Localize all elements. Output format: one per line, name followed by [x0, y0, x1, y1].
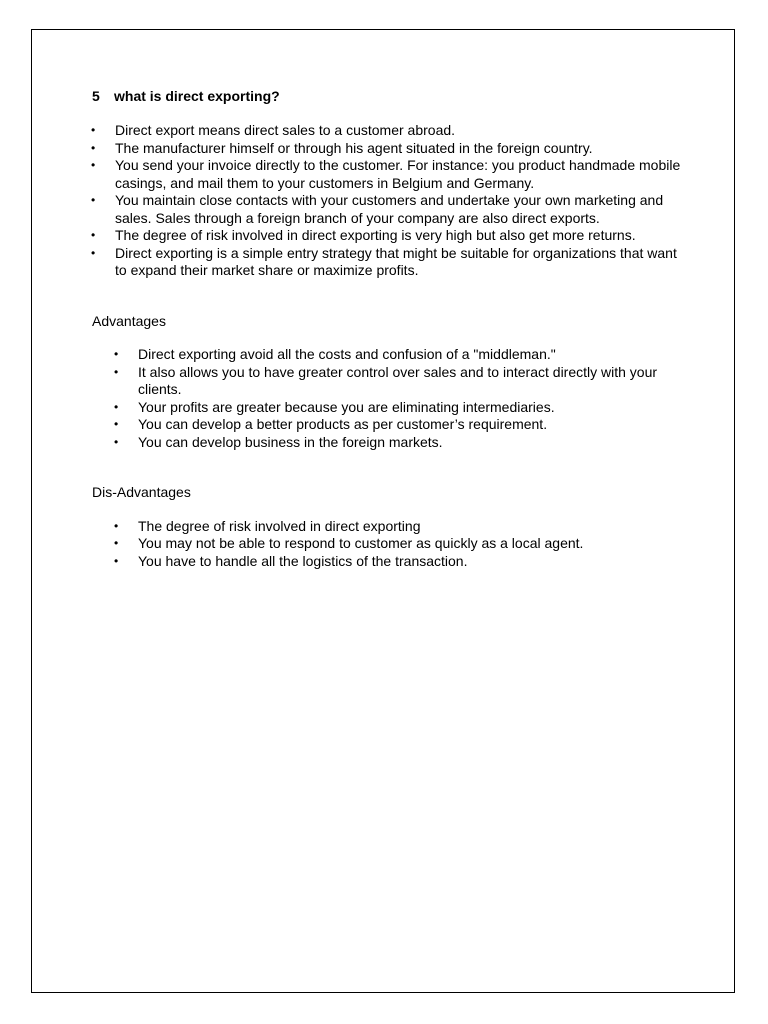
list-item-text: It also allows you to have greater control over sales and to interact directly with your clients.	[138, 363, 658, 397]
advantages-list	[92, 346, 682, 451]
bullet-icon: •	[114, 536, 119, 550]
list-item	[92, 122, 682, 140]
section-title: what is direct exporting?	[114, 88, 280, 104]
list-item-text: You have to handle all the logistics of the transaction.	[138, 552, 468, 569]
section-number: 5	[92, 88, 100, 104]
disadvantages-list	[92, 518, 682, 571]
list-item-text: You may not be able to respond to customer as quickly as a local agent.	[138, 535, 584, 551]
list-item	[92, 364, 682, 399]
list-item	[92, 434, 682, 452]
bullet-icon: •	[114, 364, 119, 379]
list-item	[92, 245, 682, 280]
list-item-text: Direct export means direct sales to a customer abroad.	[115, 122, 456, 138]
section-heading	[92, 88, 682, 106]
bullet-icon: •	[91, 245, 96, 260]
bullet-icon: •	[114, 399, 119, 414]
list-item	[92, 157, 682, 192]
bullet-icon: •	[91, 158, 96, 172]
list-item	[92, 227, 682, 245]
list-item-text: You send your invoice directly to the customer. For instance: you product handmade mobile casings, and mail them to your customers in Belgium and Germany.	[115, 157, 681, 191]
list-item	[92, 192, 682, 227]
list-item-text: You can develop a better products as per customer’s requirement.	[138, 416, 548, 432]
bullet-icon: •	[114, 347, 119, 361]
list-item-text: Direct exporting is a simple entry strategy that might be suitable for organizations that want to expand their market share or maximize profits.	[115, 244, 677, 278]
disadvantages-heading: Dis-Advantages	[92, 484, 191, 500]
list-item	[92, 553, 682, 571]
list-item-text: The degree of risk involved in direct exporting	[138, 517, 421, 534]
list-item-text: Your profits are greater because you are eliminating intermediaries.	[138, 398, 555, 415]
bullet-icon: •	[91, 123, 96, 137]
list-item	[92, 535, 682, 553]
bullet-icon: •	[91, 193, 96, 207]
page-content	[92, 88, 682, 570]
list-item-text: The manufacturer himself or through his agent situated in the foreign country.	[115, 139, 593, 156]
main-points-list	[92, 122, 682, 280]
bullet-icon: •	[114, 518, 119, 533]
list-item-text: The degree of risk involved in direct exporting is very high but also get more returns.	[115, 227, 636, 243]
list-item-text: You maintain close contacts with your customers and undertake your own marketing and sales. Sales through a foreign branch of your company are also direct exports.	[115, 192, 664, 226]
list-item	[92, 416, 682, 434]
bullet-icon: •	[114, 553, 119, 568]
list-item-text: Direct exporting avoid all the costs and confusion of a "middleman."	[138, 346, 556, 362]
bullet-icon: •	[114, 434, 119, 449]
list-item	[92, 140, 682, 158]
list-item	[92, 346, 682, 364]
list-item	[92, 399, 682, 417]
document-page	[31, 29, 735, 993]
list-item	[92, 518, 682, 536]
list-item-text: You can develop business in the foreign markets.	[138, 433, 443, 450]
bullet-icon: •	[91, 140, 96, 155]
bullet-icon: •	[114, 417, 119, 431]
bullet-icon: •	[91, 228, 96, 242]
advantages-heading: Advantages	[92, 312, 166, 329]
